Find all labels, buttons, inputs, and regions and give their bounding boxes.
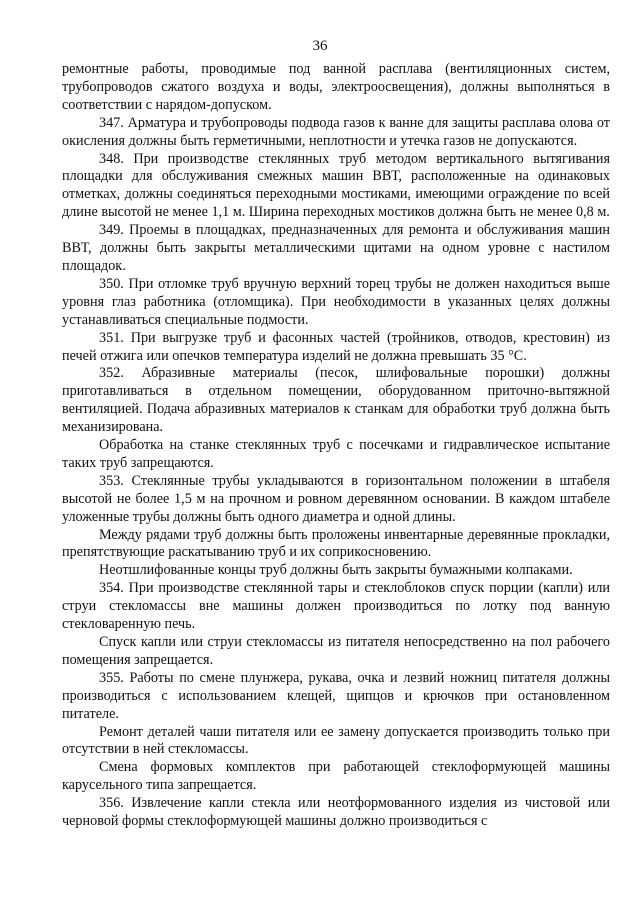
paragraph: 347. Арматура и трубопроводы подвода газов к ванне для защиты расплава олова от окисления должны быть герметичными, неплотности и утечка газов не допускаются. bbox=[62, 114, 610, 149]
paragraph: Ремонт деталей чаши питателя или ее замену допускается производить только при отсутствии в ней стекломассы. bbox=[62, 723, 610, 758]
paragraph: 352. Абразивные материалы (песок, шлифовальные порошки) должны приготавливаться в отдельном помещении, оборудованном приточно-вытяжной вентиляцией. Подача абразивных материалов к станкам для обработки труб должна быть механизирована. bbox=[62, 365, 610, 436]
paragraph: 354. При производстве стеклянной тары и стеклоблоков спуск порции (капли) или струи стекломассы вне машины должен производиться по лотку под ванную стекловаренную печь. bbox=[62, 580, 610, 633]
paragraph: 353. Стеклянные трубы укладываются в горизонтальном положении в штабеля высотой не более 1,5 м на прочном и ровном деревянном основании. В каждом штабеле уложенные трубы должны быть одного диаметра и одной длины. bbox=[62, 472, 610, 525]
paragraph: Неотшлифованные концы труб должны быть закрыты бумажными колпаками. bbox=[99, 562, 573, 579]
document-body bbox=[62, 61, 610, 831]
paragraph: ремонтные работы, проводимые под ванной расплава (вентиляционных систем, трубопроводов сжатого воздуха и воды, электроосвещения), должны выполняться в соответствии с нарядом-допуском. bbox=[62, 61, 610, 113]
paragraph: 356. Извлечение капли стекла или неотформованного изделия из чистовой или черновой формы стеклоформующей машины должно производиться с bbox=[62, 795, 610, 830]
paragraph: 351. При выгрузке труб и фасонных частей (тройников, отводов, крестовин) из печей отжига или опечков температура изделий не должна превышать 35 °С. bbox=[62, 329, 610, 364]
page-number: 36 bbox=[312, 38, 328, 54]
paragraph: Смена формовых комплектов при работающей стеклоформующей машины карусельного типа запрещается. bbox=[62, 759, 610, 794]
paragraph: Между рядами труб должны быть проложены инвентарные деревянные прокладки, препятствующие раскатыванию труб и их соприкосновению. bbox=[62, 526, 610, 561]
paragraph: Обработка на станке стеклянных труб с посечками и гидравлическое испытание таких труб запрещаются. bbox=[62, 437, 610, 471]
paragraph: 355. Работы по смене плунжера, рукава, очка и лезвий ножниц питателя должны производиться с использованием клещей, щипцов и крючков при остановленном питателе. bbox=[62, 669, 610, 722]
paragraph: Спуск капли или струи стекломассы из питателя непосредственно на пол рабочего помещения запрещается. bbox=[62, 634, 610, 668]
paragraph: 348. При производстве стеклянных труб методом вертикального вытягивания площадки для обслуживания смежных машин ВВТ, расположенные на одинаковых отметках, должны соединяться переходными мостиками, имеющими ограждение по всей длине высотой не менее 1,1 м. Ширина переходных мостиков должна быть не менее 0,8 м. bbox=[62, 150, 610, 221]
paragraph: 350. При отломке труб вручную верхний торец трубы не должен находиться выше уровня глаз работника (отломщика). При необходимости в указанных целях должны устанавливаться специальные подмости. bbox=[62, 275, 610, 328]
paragraph: 349. Проемы в площадках, предназначенных для ремонта и обслуживания машин ВВТ, должны быть закрыты металлическими щитами на одном уровне с настилом площадок. bbox=[62, 222, 610, 274]
